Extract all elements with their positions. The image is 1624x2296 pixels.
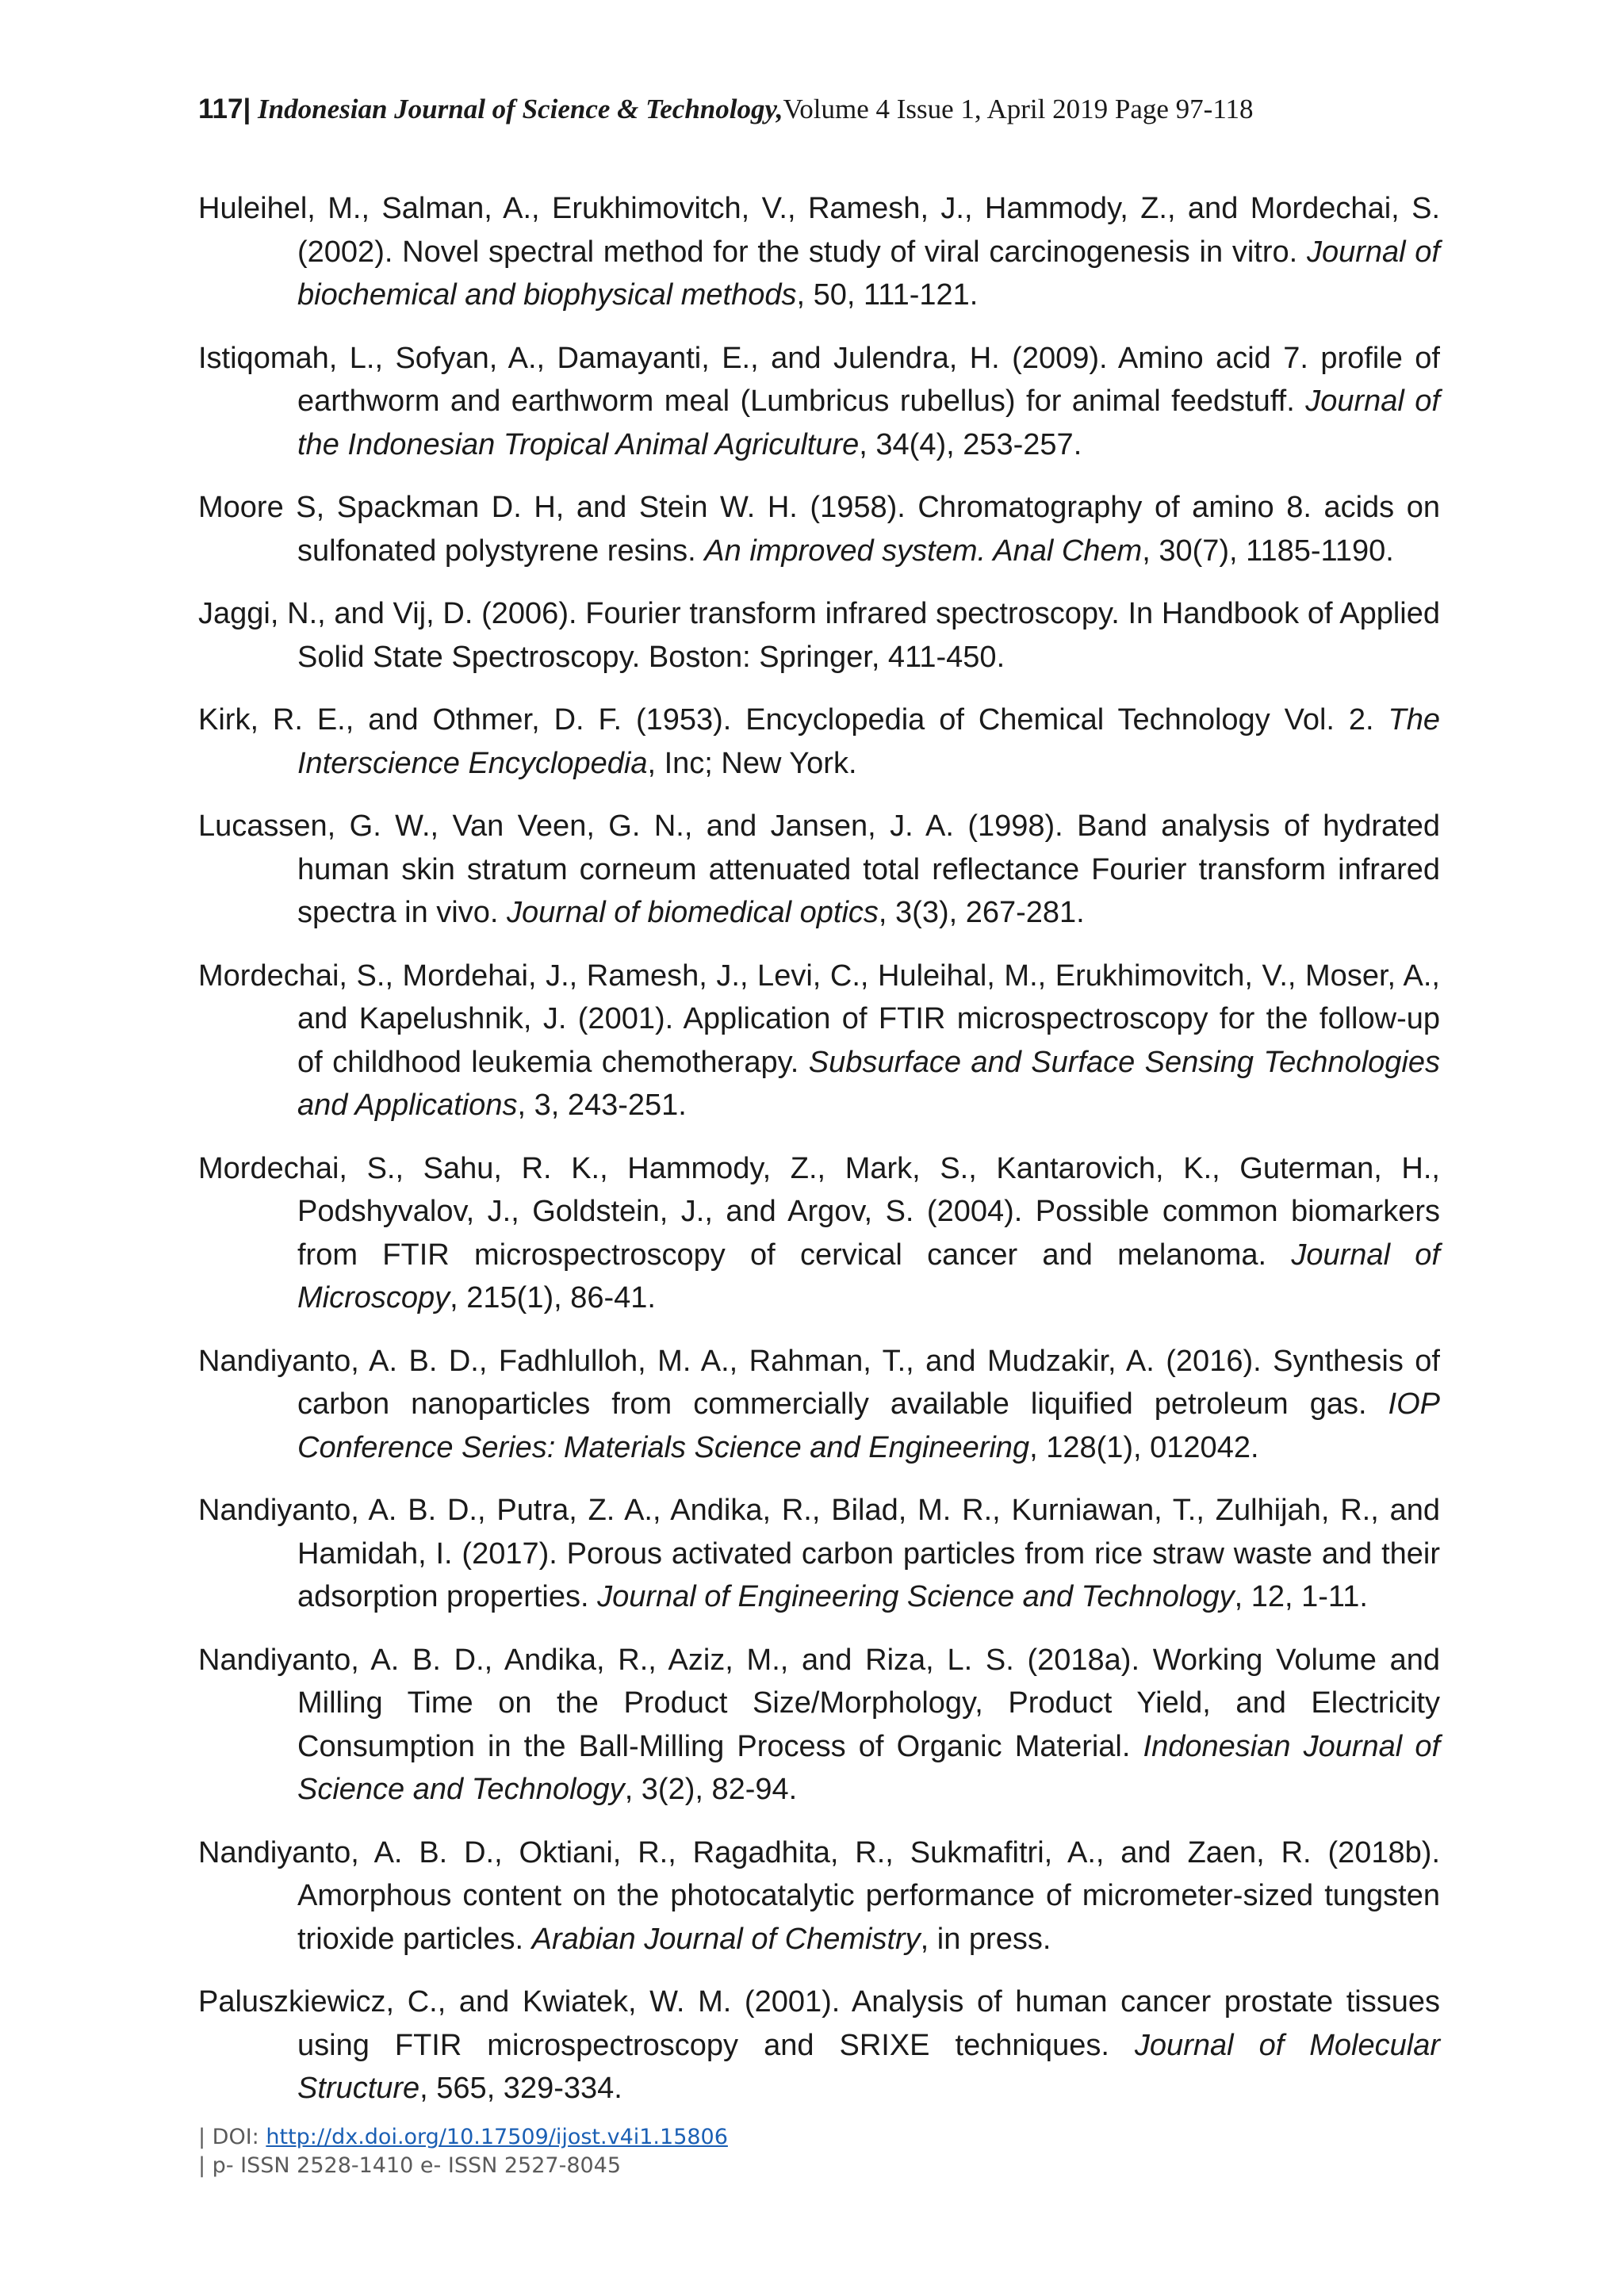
- reference-journal: Journal of biomedical optics: [507, 896, 879, 929]
- reference-entry: Nandiyanto, A. B. D., Andika, R., Aziz, M., and Riza, L. S. (2018a). Working Volume and Milling Time on the Product Size/Morphology, Product Yield, and Electricity Consumption in the Ball-Milling Process of Organic Material. Indonesian Journal of Science and Technology, 3(2), 82-94.: [198, 1643, 1441, 1806]
- page-footer: [198, 2123, 728, 2180]
- reference-journal: Journal of biochemical and biophysical methods: [297, 235, 1440, 312]
- reference-journal: Arabian Journal of Chemistry: [531, 1922, 921, 1956]
- issn-line: | p- ISSN 2528-1410 e- ISSN 2527-8045: [198, 2153, 622, 2178]
- reference-entry: Paluszkiewicz, C., and Kwiatek, W. M. (2001). Analysis of human cancer prostate tissues using FTIR microspectroscopy and SRIXE techniques. Journal of Molecular Structure, 565, 329-334.: [198, 1985, 1440, 2105]
- doi-link[interactable]: http://dx.doi.org/10.17509/ijost.v4i1.15806: [266, 2125, 728, 2149]
- reference-journal: Journal of Engineering Science and Technology: [597, 1580, 1235, 1613]
- reference-entry: Istiqomah, L., Sofyan, A., Damayanti, E., and Julendra, H. (2009). Amino acid 7. profile of earthworm and earthworm meal (Lumbricus rubellus) for animal feedstuff. Journal of the Indonesian Tropical Animal Agriculture, 34(4), 253-257.: [198, 341, 1440, 461]
- reference-journal: Journal of Microscopy: [297, 1238, 1440, 1314]
- reference-journal: An improved system. Anal Chem: [704, 534, 1143, 568]
- reference-entry: Lucassen, G. W., Van Veen, G. N., and Jansen, J. A. (1998). Band analysis of hydrated human skin stratum corneum attenuated total reflectance Fourier transform infrared spectra in vivo. Journal of biomedical optics, 3(3), 267-281.: [198, 809, 1440, 929]
- running-header: [198, 94, 1254, 125]
- reference-journal: Indonesian Journal of Science and Technology: [297, 1729, 1441, 1806]
- reference-entry: Jaggi, N., and Vij, D. (2006). Fourier transform infrared spectroscopy. In Handbook of Applied Solid State Spectroscopy. Boston: Springer, 411-450.: [198, 597, 1440, 674]
- page-number: 117|: [198, 94, 251, 124]
- reference-entry: Kirk, R. E., and Othmer, D. F. (1953). Encyclopedia of Chemical Technology Vol. 2. The Interscience Encyclopedia, Inc; New York.: [198, 703, 1440, 780]
- reference-entry: Huleihel, M., Salman, A., Erukhimovitch, V., Ramesh, J., Hammody, Z., and Mordechai, S. (2002). Novel spectral method for the study of viral carcinogenesis in vitro. Journal of biochemical and biophysical methods, 50, 111-121.: [198, 192, 1440, 312]
- reference-journal: IOP Conference Series: Materials Science and Engineering: [297, 1387, 1440, 1464]
- reference-journal: Journal of Molecular Structure: [297, 2028, 1440, 2105]
- doi-line: | DOI: http://dx.doi.org/10.17509/ijost.v4i1.15806: [198, 2125, 728, 2149]
- journal-name: Indonesian Journal of Science & Technology,: [258, 94, 783, 124]
- reference-entry: Mordechai, S., Mordehai, J., Ramesh, J., Levi, C., Huleihal, M., Erukhimovitch, V., Moser, A., and Kapelushnik, J. (2001). Application of FTIR microspectroscopy for the follow-up of childhood leukemia chemotherapy. Subsurface and Surface Sensing Technologies and Applications, 3, 243-251.: [198, 959, 1440, 1122]
- reference-entry: Moore S, Spackman D. H, and Stein W. H. (1958). Chromatography of amino 8. acids on sulfonated polystyrene resins. An improved system. Anal Chem, 30(7), 1185-1190.: [198, 491, 1440, 568]
- reference-entry: Nandiyanto, A. B. D., Fadhlulloh, M. A., Rahman, T., and Mudzakir, A. (2016). Synthesis of carbon nanoparticles from commercially available liquified petroleum gas. IOP Conference Series: Materials Science and Engineering, 128(1), 012042.: [198, 1344, 1440, 1464]
- reference-entry: Nandiyanto, A. B. D., Putra, Z. A., Andika, R., Bilad, M. R., Kurniawan, T., Zulhijah, R., and Hamidah, I. (2017). Porous activated carbon particles from rice straw waste and their adsorption properties. Journal of Engineering Science and Technology, 12, 1-11.: [198, 1494, 1440, 1613]
- reference-entry: Mordechai, S., Sahu, R. K., Hammody, Z., Mark, S., Kantarovich, K., Guterman, H., Podshyvalov, J., Goldstein, J., and Argov, S. (2004). Possible common biomarkers from FTIR microspectroscopy of cervical cancer and melanoma. Journal of Microscopy, 215(1), 86-41.: [198, 1151, 1440, 1314]
- reference-journal: Journal of the Indonesian Tropical Animal Agriculture: [297, 385, 1440, 461]
- reference-list: [198, 187, 1440, 2130]
- reference-entry: Nandiyanto, A. B. D., Oktiani, R., Ragadhita, R., Sukmafitri, A., and Zaen, R. (2018b). Amorphous content on the photocatalytic performance of micrometer-sized tungsten trioxide particles. Arabian Journal of Chemistry, in press.: [198, 1835, 1440, 1956]
- issue-info: Volume 4 Issue 1, April 2019 Page 97-118: [783, 94, 1254, 124]
- reference-journal: Subsurface and Surface Sensing Technologies and Applications: [297, 1045, 1440, 1122]
- reference-journal: The Interscience Encyclopedia: [297, 703, 1440, 780]
